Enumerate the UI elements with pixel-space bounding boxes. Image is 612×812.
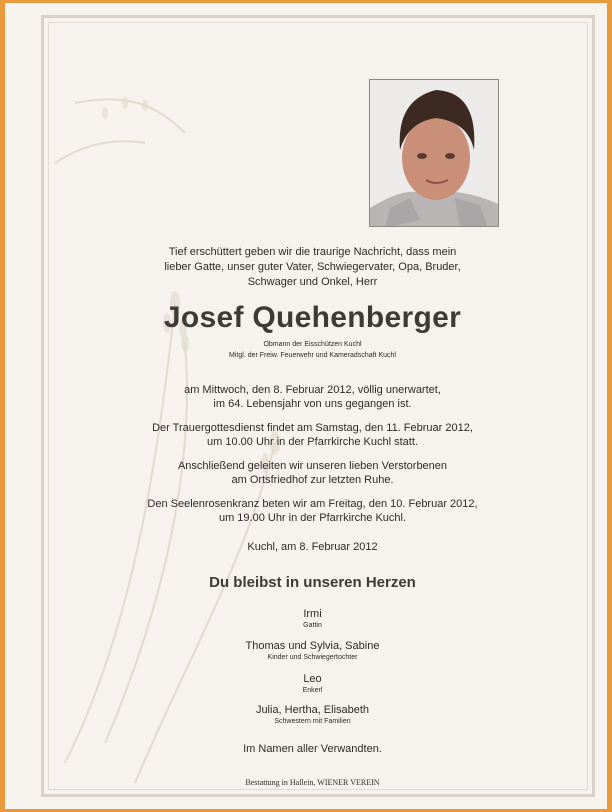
place-date: Kuchl, am 8. Februar 2012 xyxy=(247,541,378,553)
relative-entry xyxy=(65,673,560,696)
relative-names: Leo xyxy=(303,673,322,685)
intro-line: Schwager und Onkel, Herr xyxy=(247,276,378,288)
burial-paragraph xyxy=(65,459,560,487)
portrait-image xyxy=(370,80,499,227)
closing-line: Im Namen aller Verwandten. xyxy=(243,743,382,755)
paragraph-line: um 10.00 Uhr in der Pfarrkirche Kuchl statt. xyxy=(207,436,418,448)
relative-role: Schwestern mit Familien xyxy=(274,718,351,725)
relative-role: Gattin xyxy=(303,622,322,629)
relative-names: Irmi xyxy=(303,608,322,620)
paragraph-line: am Mittwoch, den 8. Februar 2012, völlig unerwartet, xyxy=(184,384,441,396)
deceased-titles xyxy=(65,339,560,361)
intro-text xyxy=(65,245,560,290)
title-line: Mitgl. der Freiw. Feuerwehr und Kameradschaft Kuchl xyxy=(229,352,396,359)
portrait-photo xyxy=(369,79,499,227)
footer-prefix: Bestattung in Hallein, xyxy=(245,778,316,787)
paragraph-line: Anschließend geleiten wir unseren lieben Verstorbenen xyxy=(177,460,448,472)
relative-names: Thomas und Sylvia, Sabine xyxy=(245,640,380,652)
intro-line: lieber Gatte, unser guter Vater, Schwiegervater, Opa, Bruder, xyxy=(164,261,461,273)
footer-institution: WIENER VEREIN xyxy=(317,778,380,787)
funeral-home-footer xyxy=(65,778,560,787)
paragraph-line: Den Seelenrosenkranz beten wir am Freitag, den 10. Februar 2012, xyxy=(147,498,478,510)
paragraph-line: um 19.00 Uhr in der Pfarrkirche Kuchl. xyxy=(218,512,407,524)
deceased-name: Josef Quehenberger xyxy=(163,301,462,334)
relative-entry xyxy=(65,704,560,727)
rosary-paragraph xyxy=(65,497,560,525)
relative-names: Julia, Hertha, Elisabeth xyxy=(255,704,370,716)
service-paragraph xyxy=(65,421,560,449)
relative-entry xyxy=(65,608,560,631)
death-paragraph xyxy=(65,383,560,411)
relative-entry xyxy=(65,640,560,663)
title-line: Obmann der Eisschützen Kuchl xyxy=(263,341,362,348)
paragraph-line: am Ortsfriedhof zur letzten Ruhe. xyxy=(231,474,394,486)
intro-line: Tief erschüttert geben wir die traurige Nachricht, dass mein xyxy=(168,246,457,258)
relative-role: Enkerl xyxy=(302,687,323,694)
paragraph-line: Der Trauergottesdienst findet am Samstag, den 11. Februar 2012, xyxy=(152,422,473,434)
relative-role: Kinder und Schwiegertochter xyxy=(267,654,358,661)
paragraph-line: im 64. Lebensjahr von uns gegangen ist. xyxy=(213,398,412,410)
heart-heading: Du bleibst in unseren Herzen xyxy=(209,574,416,591)
